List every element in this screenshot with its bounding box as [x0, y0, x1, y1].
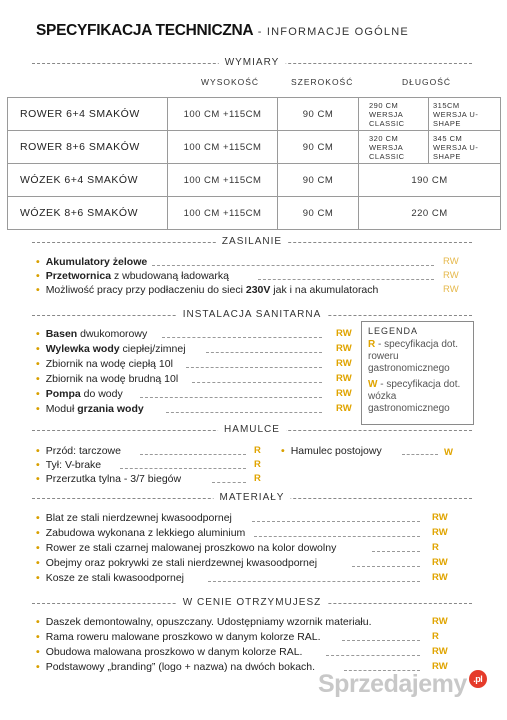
item-code: RW: [432, 512, 448, 523]
item-bold: Akumulatory żelowe: [45, 256, 148, 268]
watermark-badge: .pl: [469, 670, 487, 688]
bullet-icon: •: [36, 512, 40, 524]
list-item: [36, 283, 378, 297]
dotted-leader: [186, 367, 322, 368]
page-title: [36, 22, 409, 40]
row-length-classic: [359, 131, 429, 164]
bullet-icon: •: [36, 459, 40, 471]
item-code: RW: [336, 388, 352, 399]
legend-title: LEGENDA: [368, 326, 419, 336]
row-name: WÓZEK 8+6 SMAKÓW: [8, 197, 168, 230]
item-code: RW: [432, 527, 448, 538]
section-label: INSTALACJA SANITARNA: [177, 309, 328, 321]
section-w-cenie: [32, 597, 472, 609]
item-code: W: [444, 447, 453, 458]
bullet-icon: •: [36, 403, 40, 415]
legend-key: W: [368, 379, 378, 390]
bullet-icon: •: [36, 256, 40, 268]
item-code: RW: [336, 328, 352, 339]
item-bold: Basen: [45, 328, 78, 340]
row-name: ROWER 6+4 SMAKÓW: [8, 98, 168, 131]
table-row: [8, 164, 501, 197]
row-length: 220 CM: [359, 197, 501, 230]
bullet-icon: •: [36, 542, 40, 554]
row-name: WÓZEK 6+4 SMAKÓW: [8, 164, 168, 197]
bullet-icon: •: [36, 661, 40, 673]
list-item: [36, 444, 121, 458]
item-code: RW: [336, 403, 352, 414]
row-width: 90 CM: [278, 164, 359, 197]
list-item: [36, 357, 173, 371]
row-height: 100 CM +115CM: [168, 98, 278, 131]
item-code: RW: [432, 661, 448, 672]
legend-text: - specyfikacja dot. wózka gastronomicznego: [368, 379, 461, 414]
list-item: [36, 511, 232, 525]
item-text: Rower ze stali czarnej malowanej proszkowo na kolor dowolny: [45, 542, 337, 554]
dotted-leader: [152, 265, 434, 266]
item-bold: Przetwornica: [45, 270, 112, 282]
item-code: R: [254, 459, 261, 470]
watermark-text: Sprzedajemy: [318, 670, 467, 698]
section-materialy: [32, 492, 472, 504]
item-text: Przerzutka tylna - 3/7 biegów: [45, 473, 182, 485]
dotted-leader: [254, 536, 420, 537]
dotted-leader: [342, 640, 420, 641]
item-text: Podstawowy „branding” (logo + nazwa) na dwóch bokach.: [45, 661, 316, 673]
length-text: 290 CM WERSJA CLASSIC: [369, 100, 405, 128]
item-code: RW: [432, 557, 448, 568]
col-dlugosc: DŁUGOŚĆ: [402, 77, 452, 87]
list-item: [36, 615, 372, 629]
item-text: Hamulec postojowy: [290, 445, 382, 457]
item-code: RW: [443, 284, 459, 295]
item-text: dwukomorowy: [77, 328, 148, 340]
dotted-leader: [402, 454, 438, 455]
section-instalacja: [32, 309, 472, 321]
section-label: WYMIARY: [219, 57, 286, 69]
col-wysokosc: WYSOKOŚĆ: [201, 77, 260, 87]
section-label: ZASILANIE: [216, 236, 288, 248]
length-text: 320 CM WERSJA CLASSIC: [369, 133, 405, 161]
item-text: Obejmy oraz pokrywki ze stali nierdzewnej kwasoodpornej: [45, 557, 318, 569]
dotted-leader: [120, 468, 246, 469]
row-height: 100 CM +115CM: [168, 164, 278, 197]
col-szerokosc: SZEROKOŚĆ: [291, 77, 354, 87]
list-item: [36, 372, 178, 386]
dotted-leader: [372, 551, 420, 552]
length-text: 345 CM WERSJA U-SHAPE: [433, 133, 479, 161]
item-text: Moduł: [45, 403, 78, 415]
dotted-leader: [162, 337, 322, 338]
item-code: R: [432, 631, 439, 642]
row-width: 90 CM: [278, 98, 359, 131]
table-row: [8, 131, 501, 164]
bullet-icon: •: [36, 616, 40, 628]
row-name: ROWER 8+6 SMAKÓW: [8, 131, 168, 164]
item-text: Przód: tarczowe: [45, 445, 121, 457]
item-code: RW: [443, 270, 459, 281]
dotted-leader: [212, 482, 246, 483]
bullet-icon: •: [36, 557, 40, 569]
list-item: [36, 255, 147, 269]
item-code: RW: [443, 256, 459, 267]
bullet-icon: •: [36, 445, 40, 457]
item-code: RW: [432, 572, 448, 583]
legend-text: - specyfikacja dot. roweru gastronomicznego: [368, 339, 459, 374]
item-text: Rama roweru malowane proszkowo w danym kolorze RAL.: [45, 631, 321, 643]
list-item: [36, 269, 229, 283]
row-length-ushape: [429, 98, 501, 131]
bullet-icon: •: [36, 572, 40, 584]
item-text: jak i na akumulatorach: [270, 284, 379, 296]
bullet-icon: •: [36, 358, 40, 370]
legend-box: [361, 321, 474, 425]
bullet-icon: •: [281, 445, 285, 457]
bullet-icon: •: [36, 388, 40, 400]
list-item: [36, 541, 336, 555]
item-bold: 230V: [245, 284, 271, 296]
item-code: R: [254, 445, 261, 456]
row-length-ushape: [429, 131, 501, 164]
item-code: R: [254, 473, 261, 484]
dimensions-table: [7, 97, 501, 230]
item-bold: Pompa: [45, 388, 81, 400]
item-code: RW: [336, 373, 352, 384]
row-length: 190 CM: [359, 164, 501, 197]
item-text: Obudowa malowana proszkowo w danym kolorze RAL.: [45, 646, 303, 658]
section-label: HAMULCE: [218, 424, 286, 436]
item-bold: grzania wody: [77, 403, 144, 415]
title-sub: - INFORMACJE OGÓLNE: [257, 26, 409, 38]
legend-item-w: [368, 379, 467, 415]
item-text: Możliwość pracy przy podłaczeniu do sieci: [45, 284, 246, 296]
list-item: [36, 327, 147, 341]
row-height: 100 CM +115CM: [168, 197, 278, 230]
list-item: [36, 630, 321, 644]
dotted-leader: [252, 521, 420, 522]
item-code: RW: [432, 616, 448, 627]
item-text: Zabudowa wykonana z lekkiego aluminium: [45, 527, 246, 539]
length-text: 315CM WERSJA U-SHAPE: [433, 100, 479, 128]
table-row: [8, 98, 501, 131]
dotted-leader: [258, 279, 434, 280]
dotted-leader: [206, 352, 322, 353]
title-main: SPECYFIKACJA TECHNICZNA: [36, 22, 254, 39]
bullet-icon: •: [36, 646, 40, 658]
watermark-logo: [318, 670, 487, 699]
item-text: Blat ze stali nierdzewnej kwasoodpornej: [45, 512, 232, 524]
legend-key: R: [368, 339, 376, 350]
dotted-leader: [192, 382, 322, 383]
list-item: [36, 526, 245, 540]
item-code: R: [432, 542, 439, 553]
item-code: RW: [432, 646, 448, 657]
section-wymiary: [32, 57, 472, 69]
list-item: [36, 342, 186, 356]
list-item: [36, 556, 317, 570]
dotted-leader: [140, 397, 322, 398]
list-item: [36, 387, 123, 401]
list-item: [36, 472, 181, 486]
item-text: ciepłej/zimnej: [119, 343, 186, 355]
table-row: [8, 197, 501, 230]
bullet-icon: •: [36, 328, 40, 340]
section-label: MATERIAŁY: [214, 492, 291, 504]
list-item: [36, 571, 184, 585]
item-text: Tył: V-brake: [45, 459, 102, 471]
list-item: [36, 660, 315, 674]
dotted-leader: [140, 454, 246, 455]
bullet-icon: •: [36, 373, 40, 385]
row-height: 100 CM +115CM: [168, 131, 278, 164]
item-bold: Wylewka wody: [45, 343, 120, 355]
dotted-leader: [166, 412, 322, 413]
item-code: RW: [336, 358, 352, 369]
legend-item-r: [368, 339, 467, 375]
bullet-icon: •: [36, 270, 40, 282]
list-item: [36, 645, 302, 659]
row-width: 90 CM: [278, 131, 359, 164]
item-text: Zbiornik na wodę brudną 10l: [45, 373, 179, 385]
item-text: do wody: [80, 388, 123, 400]
row-length-classic: [359, 98, 429, 131]
dotted-leader: [352, 566, 420, 567]
bullet-icon: •: [36, 343, 40, 355]
bullet-icon: •: [36, 527, 40, 539]
dotted-leader: [326, 655, 420, 656]
item-text: z wbudowaną ładowarką: [111, 270, 229, 282]
item-text: Kosze ze stali kwasoodpornej: [45, 572, 185, 584]
dotted-leader: [208, 581, 420, 582]
section-zasilanie: [32, 236, 472, 248]
list-item: [36, 458, 101, 472]
section-hamulce: [32, 424, 472, 436]
list-item: [36, 402, 144, 416]
section-label: W CENIE OTRZYMUJESZ: [177, 597, 327, 609]
bullet-icon: •: [36, 631, 40, 643]
bullet-icon: •: [36, 473, 40, 485]
row-width: 90 CM: [278, 197, 359, 230]
list-item: [281, 444, 382, 458]
item-text: Zbiornik na wodę ciepłą 10l: [45, 358, 173, 370]
item-text: Daszek demontowalny, opuszczany. Udostępniamy wzornik materiału.: [45, 616, 372, 628]
item-code: RW: [336, 343, 352, 354]
bullet-icon: •: [36, 284, 40, 296]
